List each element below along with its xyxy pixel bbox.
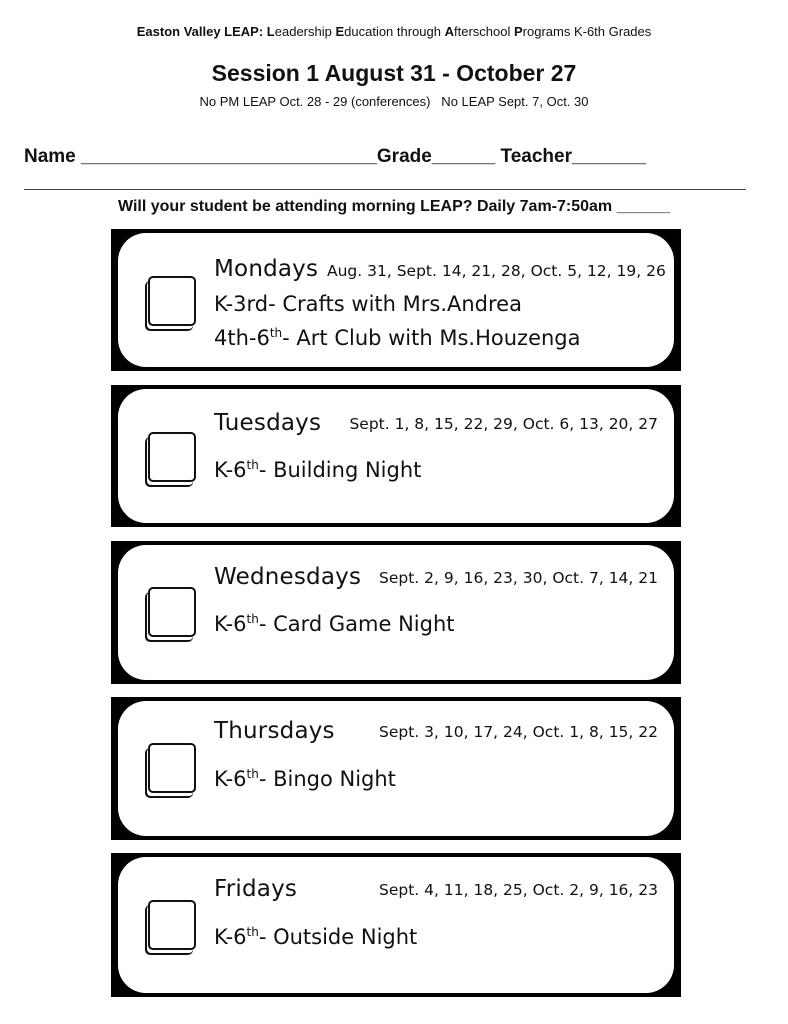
acronym-word-leadership: eadership bbox=[274, 24, 336, 39]
grade-field[interactable]: ______ bbox=[431, 146, 496, 167]
day-card-inner bbox=[118, 389, 674, 523]
activity-grade: K-6 bbox=[214, 458, 247, 482]
student-info-row bbox=[24, 146, 764, 168]
activity-grade-suffix: th bbox=[246, 925, 259, 939]
checkbox-tuesday[interactable] bbox=[148, 432, 196, 482]
day-dates-thursday: Sept. 3, 10, 17, 24, Oct. 1, 8, 15, 22 bbox=[379, 723, 658, 741]
activity-text: - Bingo Night bbox=[258, 767, 396, 791]
program-name: Easton Valley LEAP: bbox=[136, 24, 264, 39]
teacher-label: Teacher bbox=[500, 146, 572, 167]
activity-grade: 4th-6 bbox=[214, 326, 270, 350]
activity-monday-k3: K-3rd- Crafts with Mrs.Andrea bbox=[214, 292, 522, 316]
activity-wednesday bbox=[214, 612, 455, 636]
acronym-letter-a: A bbox=[444, 24, 454, 39]
day-name-monday: Mondays bbox=[214, 256, 319, 282]
day-dates-friday: Sept. 4, 11, 18, 25, Oct. 2, 9, 16, 23 bbox=[379, 881, 658, 899]
activity-thursday bbox=[214, 767, 396, 791]
acronym-word-education: ducation through bbox=[344, 24, 445, 39]
activity-monday-4to6 bbox=[214, 326, 581, 350]
day-dates-monday: Aug. 31, Sept. 14, 21, 28, Oct. 5, 12, 19, 26 bbox=[327, 262, 666, 280]
checkbox-wednesday[interactable] bbox=[148, 587, 196, 637]
acronym-word-programs: rograms K-6th Grades bbox=[522, 24, 652, 39]
activity-grade: K-6 bbox=[214, 767, 247, 791]
activity-grade: K-6 bbox=[214, 612, 247, 636]
day-name-tuesday: Tuesdays bbox=[214, 410, 322, 436]
activity-grade-suffix: th bbox=[246, 458, 259, 472]
day-name-wednesday: Wednesdays bbox=[214, 564, 362, 590]
acronym-letter-l: L bbox=[266, 24, 275, 39]
teacher-field[interactable]: _______ bbox=[571, 146, 646, 167]
day-name-friday: Fridays bbox=[214, 876, 298, 902]
activity-grade-suffix: th bbox=[246, 767, 259, 781]
activity-text: - Building Night bbox=[258, 458, 422, 482]
acronym-letter-p: P bbox=[513, 24, 523, 39]
activity-grade-suffix: th bbox=[269, 326, 283, 340]
day-card-inner bbox=[118, 701, 674, 836]
activity-grade-suffix: th bbox=[246, 612, 259, 626]
activity-text: - Outside Night bbox=[258, 925, 418, 949]
activity-grade: K-6 bbox=[214, 925, 247, 949]
activity-friday bbox=[214, 925, 417, 949]
morning-leap-question: Will your student be attending morning LEAP? Daily 7am-7:50am ______ bbox=[118, 198, 670, 215]
day-dates-tuesday: Sept. 1, 8, 15, 22, 29, Oct. 6, 13, 20, 27 bbox=[349, 415, 658, 433]
session-title: Session 1 August 31 - October 27 bbox=[211, 60, 577, 86]
program-header bbox=[0, 24, 788, 39]
activity-tuesday bbox=[214, 458, 421, 482]
acronym-letter-e: E bbox=[335, 24, 345, 39]
day-name-thursday: Thursdays bbox=[214, 718, 335, 744]
name-field[interactable]: ____________________________ bbox=[81, 146, 377, 167]
activity-text: - Art Club with Ms.Houzenga bbox=[282, 326, 581, 350]
checkbox-friday[interactable] bbox=[148, 900, 196, 950]
name-label: Name bbox=[24, 146, 76, 167]
divider-line bbox=[24, 189, 746, 190]
grade-label: Grade bbox=[376, 146, 432, 167]
day-dates-wednesday: Sept. 2, 9, 16, 23, 30, Oct. 7, 14, 21 bbox=[379, 569, 658, 587]
checkbox-monday[interactable] bbox=[148, 276, 196, 326]
session-note: No PM LEAP Oct. 28 - 29 (conferences) No LEAP Sept. 7, Oct. 30 bbox=[199, 94, 589, 109]
day-card-thursday bbox=[111, 697, 681, 840]
acronym-word-afterschool: fterschool bbox=[454, 24, 514, 39]
checkbox-thursday[interactable] bbox=[148, 743, 196, 793]
activity-text: - Card Game Night bbox=[258, 612, 455, 636]
day-card-tuesday bbox=[111, 385, 681, 527]
